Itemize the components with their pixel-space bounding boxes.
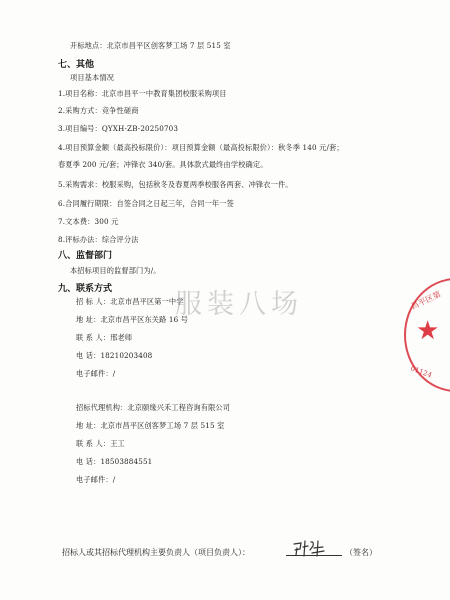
buyer-email: 电子邮件：/ [76, 369, 116, 378]
seal-text: 昌平区第 [409, 289, 443, 312]
section-7-heading: 七、其他 [58, 60, 95, 70]
agent-phone: 电 话：18503884551 [76, 457, 153, 466]
section-9-heading: 九、联系方式 [58, 284, 113, 294]
handwritten-signature [292, 538, 326, 562]
item-contract-term: 6.合同履行期限：自签合同之日起三年，合同一年一签 [58, 199, 234, 208]
buyer-contact: 联 系 人：邢老师 [76, 333, 133, 342]
section-7-sub: 项目基本情况 [70, 73, 115, 82]
agent-address: 地 址：北京市昌平区创客梦工场 7 层 515 室 [76, 421, 225, 430]
section-8-heading: 八、监督部门 [58, 251, 113, 261]
seal-number: 01124 [409, 364, 433, 380]
seal-star-icon: ★ [416, 316, 440, 346]
item-project-number: 3.项目编号：QYXH-ZB-20250703 [58, 124, 179, 133]
official-seal [404, 278, 450, 398]
buyer-address: 地 址：北京市昌平区东关路 16 号 [76, 315, 189, 324]
signature-label: 招标人或其招标代理机构主要负责人（项目负责人）： [62, 548, 250, 557]
agent-email: 电子邮件：/ [76, 475, 116, 484]
agent-name: 招标代理机构：北京颐缘兴禾工程咨询有限公司 [76, 403, 231, 412]
item-document-fee: 7.文本费：300 元 [58, 217, 119, 226]
item-requirements: 5.采购需求：校服采购，包括秋冬及春夏两季校服各两套、冲锋衣一件。 [58, 180, 293, 189]
buyer-name: 招 标 人：北京市昌平区第一中学 [76, 297, 184, 306]
agent-contact: 联 系 人：王工 [76, 439, 125, 448]
item-budget-cont: 春夏季 200 元/套；冲锋衣 340/套。具体款式最终由学校确定。 [58, 160, 268, 169]
buyer-phone: 电 话：18210203408 [76, 351, 153, 360]
section-8-text: 本招标项目的监督部门为/。 [70, 266, 161, 275]
item-project-name: 1.项目名称：北京市昌平一中教育集团校服采购项目 [58, 89, 227, 98]
open-location: 开标地点：北京市昌平区创客梦工场 7 层 515 室 [70, 41, 231, 50]
item-budget: 4.项目预算金额（最高投标限价）：项目预算金额（最高投标限价）：秋冬季 140 元/套； [58, 143, 344, 152]
item-evaluation: 8.评标办法：综合评分法 [58, 235, 139, 244]
watermark: 服装八场 [175, 289, 303, 320]
signature-line [286, 555, 342, 556]
item-procurement-method: 2.采购方式：竞争性磋商 [58, 106, 139, 115]
signature-suffix: （签名） [345, 548, 377, 557]
